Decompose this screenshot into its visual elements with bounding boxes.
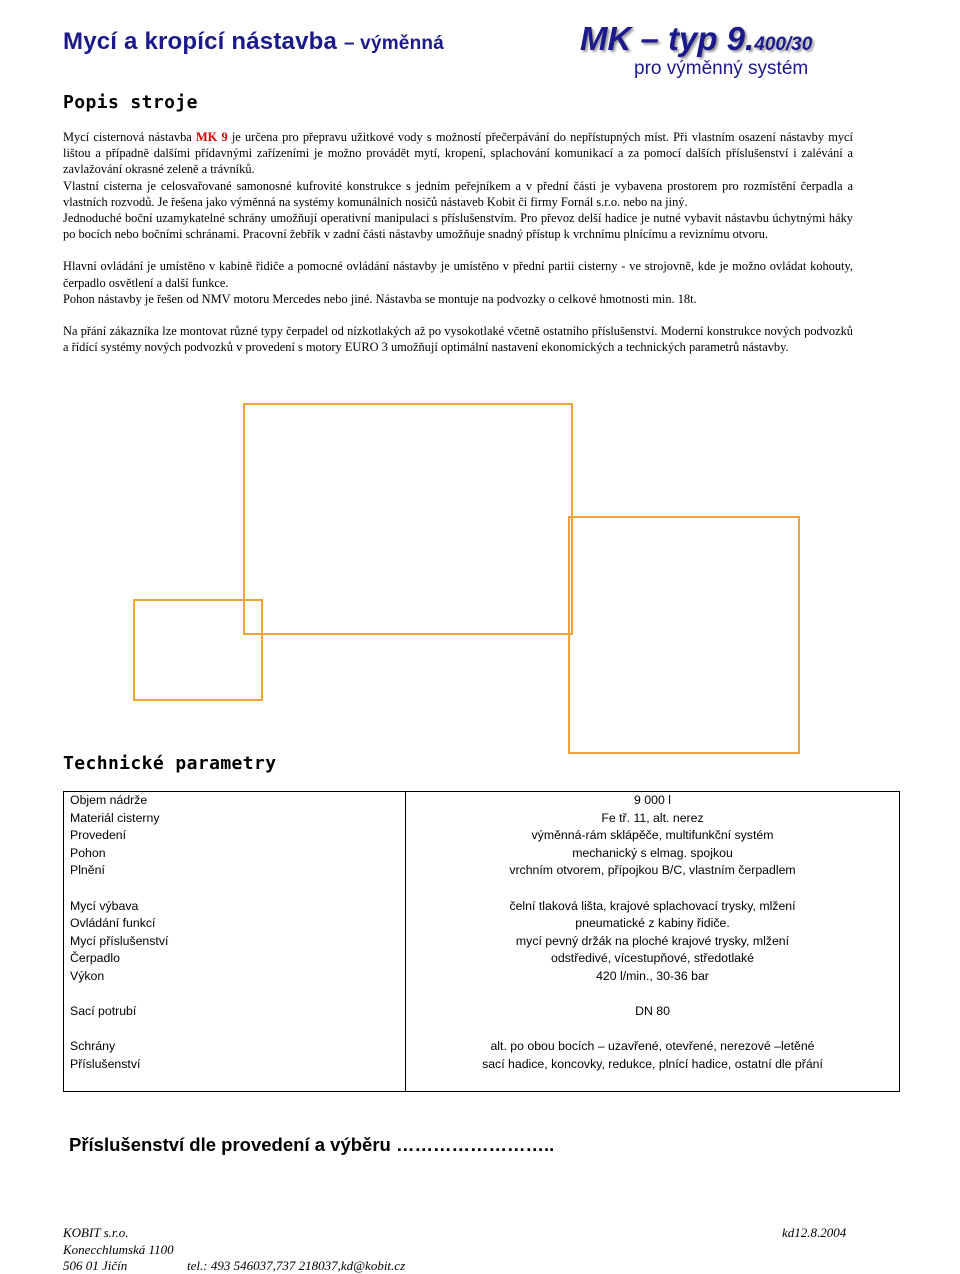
title-text: Mycí a kropící nástavba [63, 28, 338, 55]
param-label: Mycí příslušenství [64, 933, 406, 951]
table-row [64, 880, 900, 898]
footer-doc-code: kd12.8.2004 [782, 1225, 847, 1240]
param-label [64, 1074, 406, 1092]
table-row [64, 950, 900, 968]
param-value: vrchním otvorem, přípojkou B/C, vlastním čerpadlem [509, 863, 796, 878]
brand-suffix: 400/30 [754, 34, 813, 55]
param-label: Příslušenství [64, 1056, 406, 1074]
param-value: pneumatické z kabiny řidiče. [575, 916, 730, 931]
footer-street: Konecchlumská 1100 [63, 1242, 174, 1257]
footer-city: 506 01 Jičín [63, 1258, 128, 1273]
param-label: Schrány [64, 1038, 406, 1056]
brand-main: MK – typ 9. [580, 20, 755, 57]
paragraph: Jednoduché boční uzamykatelné schrány umožňují operativní manipulaci s příslušenstvím. Pro převoz delší hadice je nutné vybavit nástavbu úchytnými háky po bocích nebo bočními schránami. Pracovní žebřík v zadní části nástavby umožňuje snadný přístup k vrchnímu plnícímu a reviznímu otvoru. [63, 211, 853, 242]
table-row [64, 915, 900, 933]
param-value: 9 000 l [634, 793, 671, 807]
table-row [64, 933, 900, 951]
param-value [406, 1074, 900, 1092]
param-value [406, 1021, 900, 1039]
param-label: Výkon [64, 968, 406, 986]
param-value: mechanický s elmag. spojkou [572, 845, 733, 860]
product-brand [580, 20, 812, 58]
image-frame [133, 599, 263, 701]
paragraph: Na přání zákazníka lze montovat různé typy čerpadel od nízkotlakých až po vysokotlaké včetně ostatního příslušenství. Moderní konstrukce nových podvozků a řídící systémy nových podvozků v provedení s motory EURO 3 umožňují optimální nastavení ekonomických a technických parametrů nástavby. [63, 324, 853, 355]
table-row [64, 1003, 900, 1021]
description-heading: Popis stroje [63, 92, 198, 113]
param-value: DN 80 [635, 1004, 670, 1019]
table-row [64, 792, 900, 810]
table-row [64, 986, 900, 1004]
param-value [406, 986, 900, 1004]
param-label [64, 1021, 406, 1039]
description-body [63, 129, 853, 355]
parameters-body [64, 792, 900, 1092]
param-value: výměnná-rám sklápěče, multifunkční systém [531, 828, 774, 843]
brand-subtitle: pro výměnný systém [634, 58, 809, 79]
param-value [406, 880, 900, 898]
param-label [64, 986, 406, 1004]
table-row [64, 1074, 900, 1092]
param-value: alt. po obou bocích – uzavřené, otevřené, nerezové –letěné [490, 1039, 815, 1054]
footer-contact: tel.: 493 546037,737 218037,kd@kobit.cz [187, 1258, 406, 1273]
param-value: 420 l/min., 30-36 bar [596, 968, 709, 983]
page-title [63, 28, 444, 56]
table-row [64, 810, 900, 828]
table-row [64, 1056, 900, 1074]
tech-heading: Technické parametry [63, 753, 277, 774]
table-row [64, 862, 900, 880]
param-label: Provedení [64, 827, 406, 845]
param-label: Materiál cisterny [64, 810, 406, 828]
param-value: čelní tlaková lišta, krajové splachovací trysky, mlžení [509, 898, 796, 913]
param-label: Čerpadlo [64, 950, 406, 968]
paragraph: Hlavní ovládání je umístěno v kabině řidiče a pomocné ovládání nástavby je umístěno v přední partii cisterny - ve strojovně, kde je možno ovládat kohouty, čerpadlo osvětlení a další funkce. [63, 259, 853, 290]
paragraph: Mycí cisternová nástavba MK 9 je určena pro přepravu užitkové vody s možností přečerpávání do nepřístupných míst. Při vlastním osazení nástavby mycí lištou a případně dalšími přídavnými zařízeními je možno provádět mytí, kropení, splachování komunikací a za pomocí dalších příslušenství i zalévání a zavlažování okrasné zeleně a trávníků. [63, 130, 853, 177]
table-row [64, 968, 900, 986]
title-suffix: – výměnná [343, 33, 444, 54]
accessories-heading: Příslušenství dle provedení a výběru …………………….. [69, 1134, 555, 1155]
param-label: Ovládání funkcí [64, 915, 406, 933]
paragraph: Vlastní cisterna je celosvařované samonosné kufrovité konstrukce s jedním peřejníkem a v přední části je vybavena prostorem pro rozmístění čerpadla a vlastních rozvodů. Je řešena jako výměnná na systémy komunálních nosičů nástaveb Kobit či firmy Fornál s.r.o. nebo na jiný. [63, 178, 853, 209]
footer-company: KOBIT s.r.o. [63, 1225, 129, 1240]
param-label [64, 880, 406, 898]
model-code: MK 9 [195, 130, 228, 144]
param-value: sací hadice, koncovky, redukce, plnící hadice, ostatní dle přání [482, 1056, 823, 1071]
param-label: Plnění [64, 862, 406, 880]
param-value: odstředivé, vícestupňové, středotlaké [550, 951, 754, 966]
table-row [64, 898, 900, 916]
table-row [64, 845, 900, 863]
paragraph: Pohon nástavby je řešen od NMV motoru Mercedes nebo jiné. Nástavba se montuje na podvozky o celkové hmotnosti min. 18t. [63, 291, 697, 306]
param-label: Objem nádrže [64, 792, 406, 810]
param-label: Sací potrubí [64, 1003, 406, 1021]
param-label: Mycí výbava [64, 898, 406, 916]
image-frame [568, 516, 800, 754]
table-row [64, 827, 900, 845]
parameters-table [63, 791, 900, 1092]
table-row [64, 1021, 900, 1039]
table-row [64, 1038, 900, 1056]
param-value: mycí pevný držák na ploché krajové trysky, mlžení [515, 933, 790, 948]
param-value: Fe tř. 11, alt. nerez [601, 810, 704, 825]
image-frame [243, 403, 573, 635]
param-label: Pohon [64, 845, 406, 863]
